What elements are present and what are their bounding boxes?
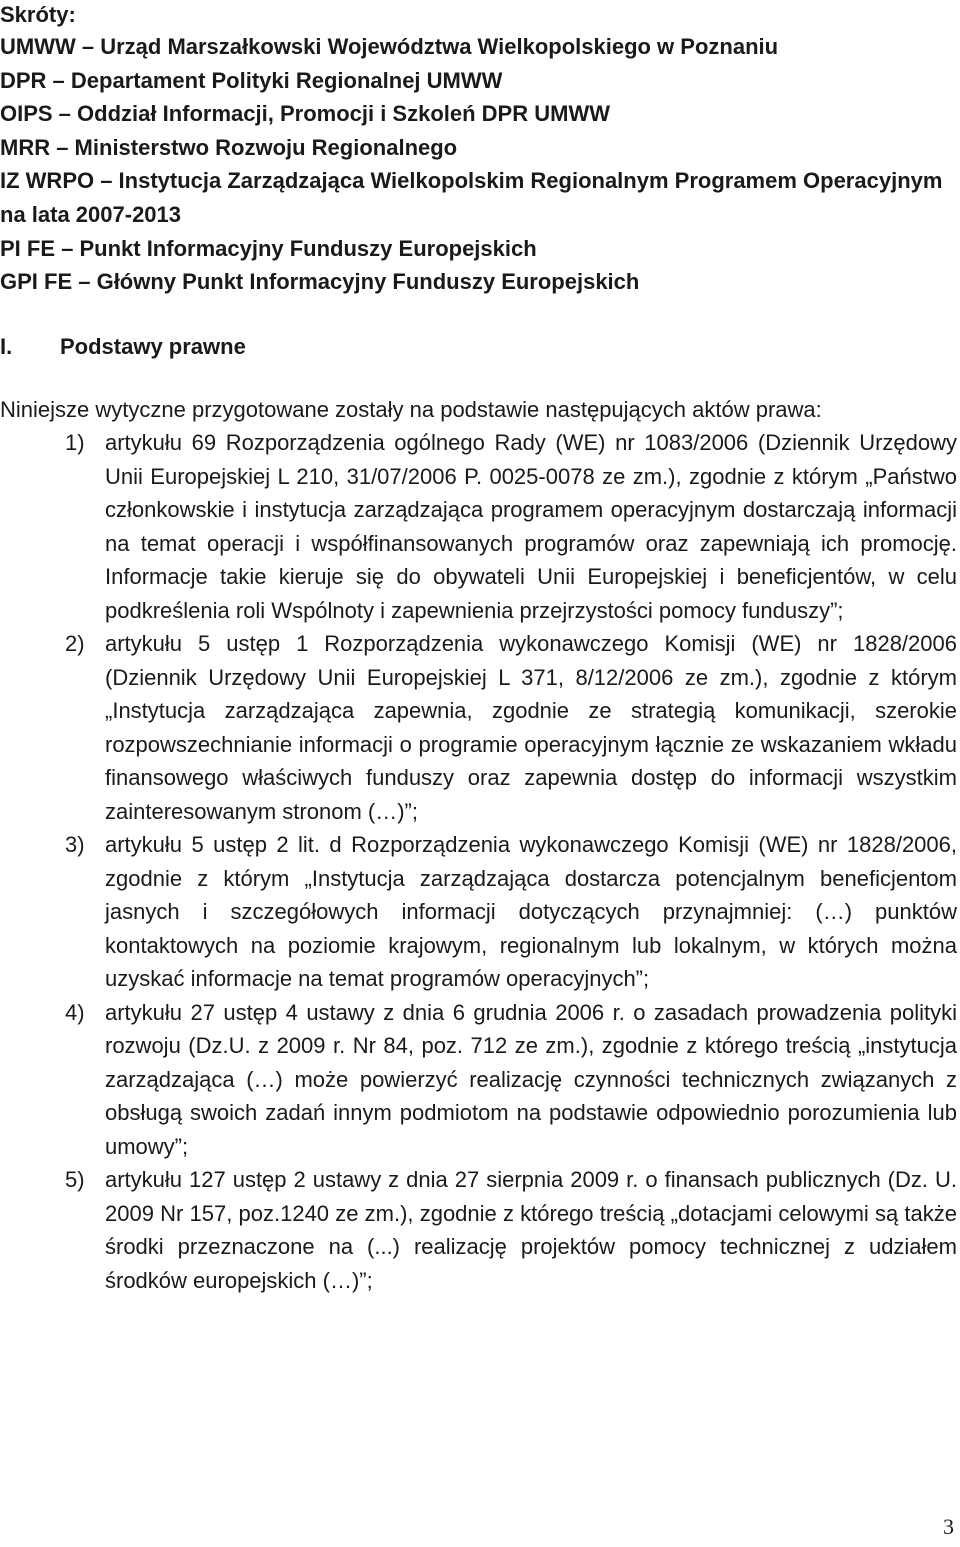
page-number: 3 [943,1514,954,1539]
legal-basis-item [0,627,957,828]
abbreviation-item: GPI FE – Główny Punkt Informacyjny Funduszy Europejskich [0,269,640,295]
item-text: artykułu 127 ustęp 2 ustawy z dnia 27 sierpnia 2009 r. o finansach publicznych (Dz. U. 2009 Nr 157, poz.1240 ze zm.), zgodnie z którego treścią „dotacjami celowymi są także środki przeznaczone na (...) realizację projektów pomocy technicznej z udziałem środków europejskich (…)”; [105,1167,957,1293]
item-marker: 2) [65,631,85,656]
item-text: artykułu 5 ustęp 2 lit. d Rozporządzenia wykonawczego Komisji (WE) nr 1828/2006, zgodnie z którym „Instytucja zarządzająca dostarcza potencjalnym beneficjentom jasnych i szczegółowych informacji dotyczących przynajmniej: (…) punktów kontaktowych na poziomie krajowym, regionalnym lub lokalnym, w których można uzyskać informacje na temat programów operacyjnych”; [105,832,957,991]
item-text: artykułu 27 ustęp 4 ustawy z dnia 6 grudnia 2006 r. o zasadach prowadzenia polityki rozwoju (Dz.U. z 2009 r. Nr 84, poz. 712 ze zm.), zgodnie z którego treścią „instytucja zarządzająca (…) może powierzyć realizację czynności technicznych związanych z obsługą swoich zadań innym podmiotom na podstawie odpowiednio porozumienia lub umowy”; [105,999,957,1159]
section-number: I. [0,334,13,359]
legal-basis-list [0,426,957,1297]
abbreviation-item: PI FE – Punkt Informacyjny Funduszy Europejskich [0,235,537,261]
abbreviation-item: OIPS – Oddział Informacji, Promocji i Szkoleń DPR UMWW [0,101,610,127]
abbreviations-title: Skróty: [0,2,76,27]
item-marker: 3) [65,832,85,857]
legal-basis-item [0,1163,957,1297]
item-text: artykułu 5 ustęp 1 Rozporządzenia wykonawczego Komisji (WE) nr 1828/2006 (Dziennik Urzędowy Unii Europejskiej L 371, 8/12/2006 ze zm.), zgodnie z którym „Instytucja zarządzająca zapewnia, zgodnie ze strategią komunikacji, szerokie rozpowszechnianie informacji o programie operacyjnym łącznie ze wskazaniem wkładu finansowego właściwych funduszy oraz zapewnia dostęp do informacji wszystkim zainteresowanym stronom (…)”; [105,631,957,824]
legal-basis-item [0,426,957,627]
item-marker: 5) [65,1167,85,1192]
section-intro: Niniejsze wytyczne przygotowane zostały na podstawie następujących aktów prawa: [0,397,822,422]
legal-basis-item [0,996,957,1164]
section-title: Podstawy prawne [60,334,246,359]
abbreviation-item: IZ WRPO – Instytucja Zarządzająca Wielkopolskim Regionalnym Programem Operacyjnym na lata 2007-2013 [0,168,943,227]
item-marker: 4) [65,999,85,1025]
item-text: artykułu 69 Rozporządzenia ogólnego Rady (WE) nr 1083/2006 (Dziennik Urzędowy Unii Europejskiej L 210, 31/07/2006 P. 0025-0078 ze zm.), zgodnie z którym „Państwo członkowskie i instytucja zarządzająca programem operacyjnym dostarczają informacji na temat operacji i współfinansowanych programów oraz zapewniają ich promocję. Informacje takie kieruje się do obywateli Unii Europejskiej i beneficjentów, w celu podkreślenia roli Wspólnoty i zapewnienia przejrzystości pomocy funduszy”; [105,430,957,623]
legal-basis-item [0,828,957,996]
section-heading [0,330,246,364]
abbreviations-list [0,30,960,299]
abbreviation-item: DPR – Departament Polityki Regionalnej UMWW [0,67,503,93]
item-marker: 1) [65,430,85,455]
abbreviation-item: MRR – Ministerstwo Rozwoju Regionalnego [0,134,458,160]
abbreviation-item: UMWW – Urząd Marszałkowski Województwa Wielkopolskiego w Poznaniu [0,34,779,59]
